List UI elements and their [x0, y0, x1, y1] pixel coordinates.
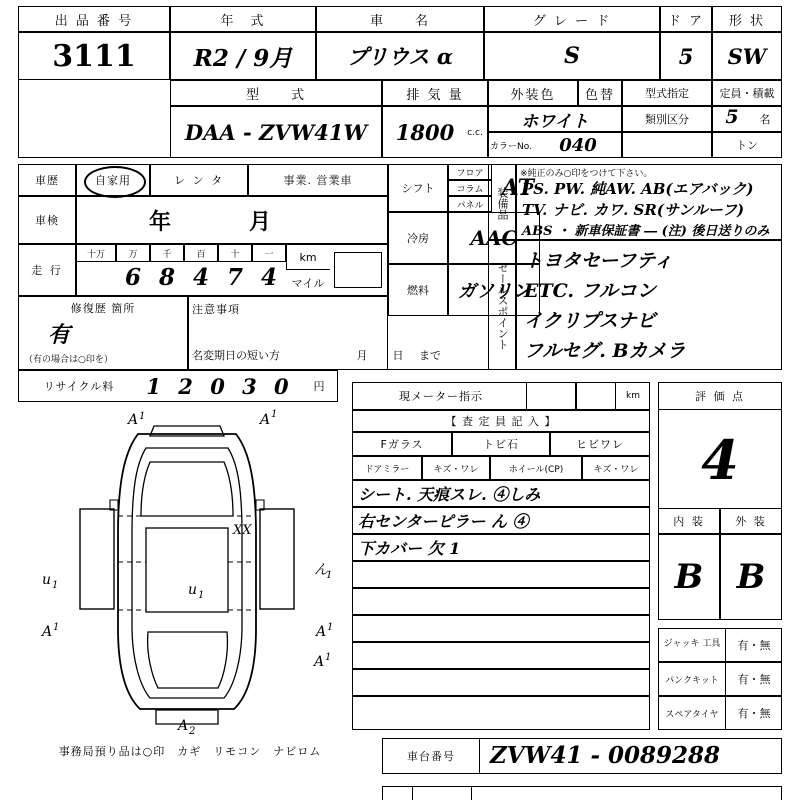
expire-label: 名変期日の短い方	[192, 349, 280, 362]
exterior-label: 外 装	[735, 515, 767, 528]
repair-note: （有の場合は○印を）	[24, 354, 113, 365]
mile-label: マイル	[291, 277, 325, 290]
sales-side-label: セールスポイント	[496, 262, 509, 350]
door-label: ド ア	[667, 13, 705, 29]
equipment-row-3: ABS ・ 新車保証書 ― (注) 後日送りのみ	[522, 224, 770, 239]
cap-unit: 名	[759, 113, 771, 126]
wheel-label: ホイール(CP)	[508, 464, 564, 475]
bottom-strip-cell	[412, 786, 472, 800]
note-text-5	[358, 615, 648, 642]
recycle-label: リサイクル料	[43, 380, 115, 393]
disp-value: 1800	[395, 119, 455, 145]
repair-value: 有	[47, 321, 70, 348]
jack-value: 有・無	[737, 639, 771, 652]
chassis-label: 車台番号	[407, 750, 455, 763]
car-diagram	[28, 404, 348, 734]
exterior-value: B	[736, 557, 766, 597]
digit-label-4: 十	[230, 249, 240, 260]
svg-text:u: u	[42, 572, 52, 588]
grade-value: S	[564, 43, 580, 69]
fuel-value: ガソリン	[458, 281, 530, 302]
svg-text:1: 1	[53, 622, 60, 633]
class-value-cell	[622, 132, 712, 158]
svg-text:A: A	[128, 412, 139, 428]
note-text-4	[358, 588, 648, 615]
note-text-6	[358, 642, 648, 669]
mileage-digit-5: 4	[260, 263, 277, 291]
ton-unit: トン	[736, 139, 758, 152]
fglass-label: Fガラス	[380, 438, 424, 451]
rent-label: レ ン タ	[174, 174, 224, 187]
lot-number: 3111	[52, 38, 136, 74]
door-value: 5	[678, 43, 694, 69]
svg-text:1: 1	[325, 652, 332, 663]
note-text-0: シート. 天痕スレ. ④しみ	[358, 485, 541, 504]
digit-label-5: 一	[264, 249, 274, 260]
lot-label: 出 品 番 号	[54, 13, 134, 29]
svg-text:A: A	[42, 624, 53, 640]
doormirror-label: ドアミラー	[364, 464, 410, 475]
recycle-unit: 円	[313, 380, 325, 393]
note-text-7	[358, 669, 648, 696]
own-use-circle-mark	[84, 166, 146, 198]
score-title: 評 価 点	[695, 390, 745, 403]
sales-row-3: イクリプスナビ	[524, 309, 656, 332]
shape-label: 形 状	[728, 13, 766, 29]
svg-text:1: 1	[271, 409, 278, 420]
svg-text:A: A	[316, 624, 327, 640]
svg-text:1: 1	[327, 622, 334, 633]
svg-text:1: 1	[139, 411, 146, 422]
unit-checkbox[interactable]	[334, 252, 382, 288]
digit-label-0: 十万	[86, 249, 105, 260]
meter-box-2	[576, 382, 616, 410]
history-label: 車歴	[35, 174, 59, 187]
model-value: DAA - ZVW41W	[184, 119, 368, 145]
expire-made: まで	[419, 349, 441, 362]
shift-value: AT	[501, 175, 534, 201]
equipment-note: ※純正のみ○印をつけて下さい。	[520, 168, 653, 179]
digit-label-2: 千	[162, 249, 172, 260]
interior-label: 内 装	[673, 515, 705, 528]
fuel-label: 燃料	[407, 284, 429, 297]
digit-label-3: 百	[196, 249, 206, 260]
expire-day: 日	[392, 349, 404, 362]
mileage-digit-2: 8	[158, 263, 175, 291]
mileage-digit-4: 7	[226, 263, 243, 291]
punckit-value: 有・無	[737, 673, 771, 686]
year-value: R2 / 9月	[193, 44, 293, 72]
stone-label: トビ石	[483, 438, 519, 451]
svg-text:2: 2	[189, 726, 196, 734]
ac-label: 冷房	[407, 232, 429, 245]
note-text-3	[358, 561, 648, 588]
spare-label: スペアタイヤ	[665, 709, 719, 720]
svg-text:1: 1	[52, 580, 59, 591]
note-text-1: 右センターピラー ん ④	[358, 512, 529, 531]
caution-label: 注意事項	[192, 303, 240, 316]
note-text-2: 下カバー 欠 1	[358, 539, 461, 558]
svg-text:1: 1	[326, 570, 333, 581]
disp-label: 排 気 量	[406, 87, 464, 103]
svg-text:ん: ん	[314, 562, 328, 578]
panel-label: パネル	[456, 200, 484, 211]
mileage-digit-3: 4	[192, 263, 209, 291]
meter-km-label: km	[626, 391, 640, 401]
svg-text:u: u	[188, 582, 198, 598]
svg-text:A: A	[260, 412, 271, 428]
color-change-label: 色替	[584, 87, 615, 103]
crack-label: ヒビワレ	[576, 438, 624, 451]
ac-value: AAC	[470, 226, 518, 250]
jack-label: ジャッキ 工具	[663, 639, 721, 650]
interior-value: B	[674, 557, 704, 597]
repair-label: 修復歴 箇所	[70, 302, 136, 315]
equipment-side-label: 装備品	[496, 186, 509, 220]
sales-row-4: フルセグ. Bカメラ	[524, 339, 686, 362]
svg-text:1: 1	[198, 590, 205, 601]
mileage-digit-1: 6	[124, 263, 141, 291]
expire-month: 月	[356, 349, 368, 362]
score-value: 4	[701, 428, 739, 492]
digit-label-1: 万	[128, 249, 138, 260]
wheel-damage-label: キズ・ワレ	[593, 464, 639, 475]
spare-value: 有・無	[737, 707, 771, 720]
svg-text:A: A	[178, 718, 189, 734]
color-no-value: 040	[559, 134, 597, 156]
class-label: 類別区分	[645, 113, 689, 126]
equipment-row-1: PS. PW. 純AW. AB(エアバック)	[522, 180, 754, 198]
mileage-label: 走 行	[31, 264, 63, 277]
recycle-value: 1 2 0 3 0	[146, 373, 294, 399]
km-label: km	[299, 250, 317, 264]
disp-unit: c.c.	[467, 128, 483, 138]
floor-label: フロア	[456, 168, 484, 179]
shape-value: SW	[727, 43, 767, 69]
equipment-row-2: TV. ナビ. カワ. SR(サンルーフ)	[522, 201, 745, 219]
model-label: 型 式	[245, 87, 306, 103]
inspect-label: 車検	[35, 214, 59, 227]
cap-value: 5	[725, 106, 739, 128]
sales-row-1: トヨタセーフティ	[524, 249, 673, 272]
own-use-label: 自家用	[95, 174, 131, 187]
inspect-year: 年	[148, 208, 171, 235]
note-text-8	[358, 696, 648, 730]
meter-box-1	[526, 382, 576, 410]
biz-label: 事業. 営業車	[283, 174, 353, 187]
column-label: コラム	[456, 184, 484, 195]
name-value: プリウス α	[346, 44, 453, 69]
cap-label: 定員・積載	[719, 87, 775, 100]
svg-text:XX: XX	[233, 523, 252, 538]
office-note: 事務局預り品は○印 カギ リモコン ナビロム	[58, 745, 322, 758]
grade-label: グ レ ー ド	[532, 13, 612, 29]
typedesig-label: 型式指定	[645, 87, 689, 100]
sales-row-2: ETC. フルコン	[524, 279, 656, 302]
inspect-month: 月	[248, 208, 271, 235]
ext-value: ホワイト	[521, 111, 589, 132]
meter-title: 現メーター指示	[399, 390, 483, 403]
ext-label: 外装色	[510, 87, 556, 103]
doormirror-damage-label: キズ・ワレ	[433, 464, 479, 475]
color-no-label: カラーNo.	[490, 141, 532, 152]
chassis-value: ZVW41 - 0089288	[490, 741, 721, 769]
year-label: 年 式	[220, 13, 266, 29]
name-label: 車 名	[369, 13, 430, 29]
svg-text:A: A	[314, 654, 325, 670]
meter-subtitle: 【 査 定 員 記 入 】	[445, 415, 557, 428]
punckit-label: パンクキット	[665, 675, 719, 686]
shift-label: シフト	[401, 182, 435, 195]
